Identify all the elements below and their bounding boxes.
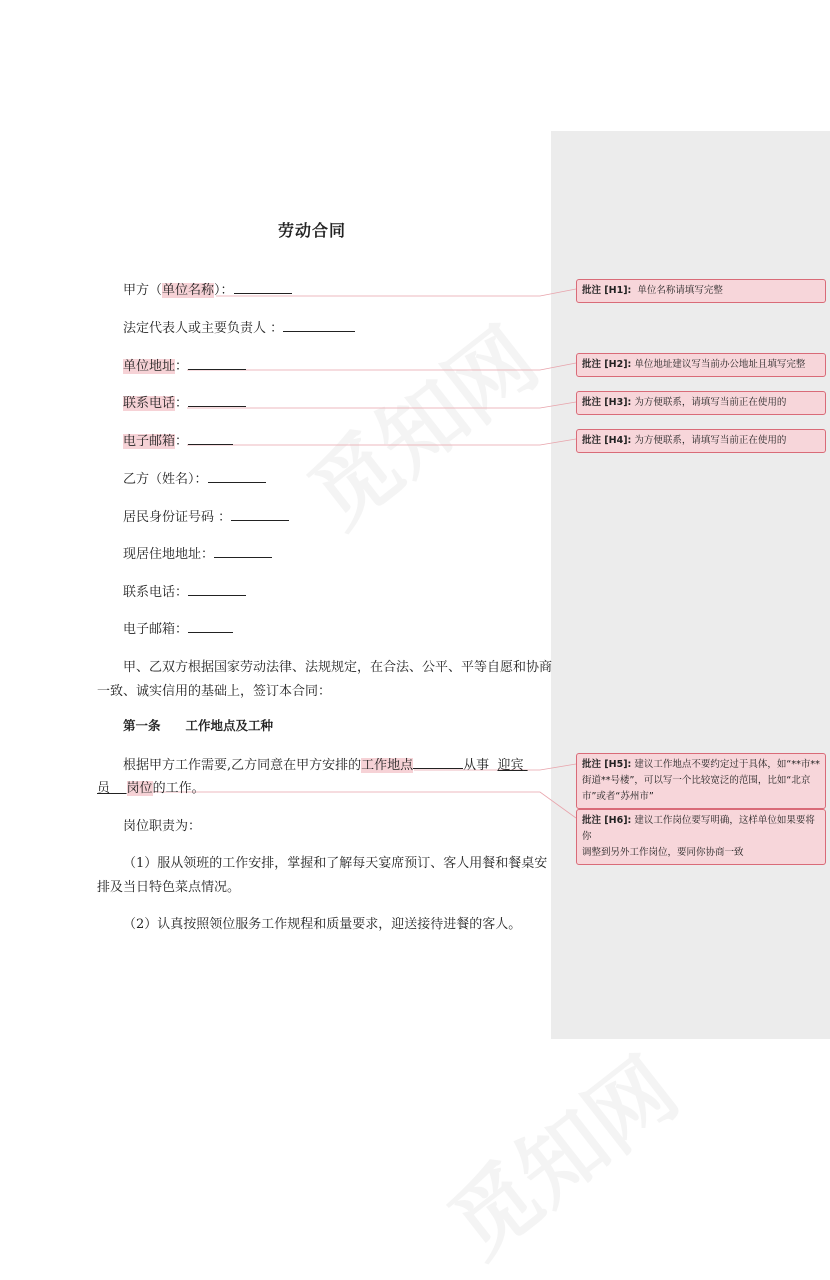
party-b-phone-line: 联系电话： bbox=[123, 581, 246, 600]
comment-balloon-h5[interactable]: 批注 [H5]: 建议工作地点不要约定过于具体，如“**市** 街道**号楼”，可以写一个比较宽泛的范围，比如“北京 市”或者“苏州市” bbox=[576, 753, 826, 809]
comment-balloon-h1[interactable]: 批注 [H1]: 单位名称请填写完整 bbox=[576, 279, 826, 303]
duty-2-line: （2）认真按照领位服务工作规程和质量要求，迎送接待进餐的客人。 bbox=[123, 917, 522, 932]
duties-label: 岗位职责为： bbox=[123, 819, 202, 834]
document-title: 劳动合同 bbox=[278, 221, 347, 240]
company-address-line: 单位地址： bbox=[123, 355, 246, 374]
blank-field[interactable] bbox=[188, 355, 246, 370]
duty-1-line-1: （1）服从领班的工作安排，掌握和了解每天宴席预订、客人用餐和餐桌安 bbox=[123, 856, 548, 871]
blank-field[interactable] bbox=[413, 754, 463, 769]
blank-field[interactable] bbox=[188, 618, 233, 633]
comment-balloon-h4[interactable]: 批注 [H4]: 为方便联系，请填写当前正在使用的 bbox=[576, 429, 826, 453]
duty-1-line-2: 排及当日特色菜点情况。 bbox=[97, 880, 241, 895]
preamble-line-2: 一致、诚实信用的基础上，签订本合同： bbox=[97, 684, 332, 699]
blank-field[interactable] bbox=[208, 468, 266, 483]
highlight-post: 岗位 bbox=[126, 781, 153, 796]
article-1-paragraph-line-2: 员 岗位的工作。 bbox=[97, 781, 205, 796]
highlight-company-name: 单位名称 bbox=[162, 283, 215, 298]
blank-field[interactable] bbox=[231, 506, 289, 521]
highlight-company-phone: 联系电话 bbox=[123, 396, 176, 411]
blank-field[interactable] bbox=[234, 279, 292, 294]
highlight-company-address: 单位地址 bbox=[123, 359, 176, 374]
party-a-name-line: 甲方（单位名称）： bbox=[123, 279, 292, 298]
id-number-line: 居民身份证号码 ： bbox=[123, 506, 289, 525]
blank-field[interactable] bbox=[188, 430, 233, 445]
blank-field[interactable] bbox=[283, 317, 355, 332]
job-title-underlined: 迎宾 bbox=[497, 758, 524, 773]
article-1-paragraph-line-1: 根据甲方工作需要,乙方同意在甲方安排的工作地点 从事 迎宾 bbox=[123, 754, 528, 773]
company-email-line: 电子邮箱： bbox=[123, 430, 233, 449]
comment-balloon-h6[interactable]: 批注 [H6]: 建议工作岗位要写明确，这样单位如果要将你 调整到另外工作岗位，要同你协商一致 bbox=[576, 809, 826, 865]
legal-rep-line: 法定代表人或主要负责人 ： bbox=[123, 317, 355, 336]
blank-field[interactable] bbox=[188, 581, 246, 596]
comment-balloon-h2[interactable]: 批注 [H2]: 单位地址建议写当前办公地址且填写完整 bbox=[576, 353, 826, 377]
party-b-email-line: 电子邮箱： bbox=[123, 618, 233, 637]
blank-field[interactable] bbox=[214, 543, 272, 558]
company-phone-line: 联系电话： bbox=[123, 392, 246, 411]
highlight-company-email: 电子邮箱 bbox=[123, 434, 176, 449]
residence-address-line: 现居住地地址： bbox=[123, 543, 272, 562]
highlight-workplace: 工作地点 bbox=[361, 758, 414, 773]
party-b-name-line: 乙方（姓名）： bbox=[123, 468, 266, 487]
comment-balloon-h3[interactable]: 批注 [H3]: 为方便联系，请填写当前正在使用的 bbox=[576, 391, 826, 415]
blank-field[interactable] bbox=[188, 392, 246, 407]
preamble-line-1: 甲、乙双方根据国家劳动法律、法规规定，在合法、公平、平等自愿和协商 bbox=[123, 660, 553, 675]
article-1-heading: 第一条 工作地点及工种 bbox=[123, 718, 274, 733]
